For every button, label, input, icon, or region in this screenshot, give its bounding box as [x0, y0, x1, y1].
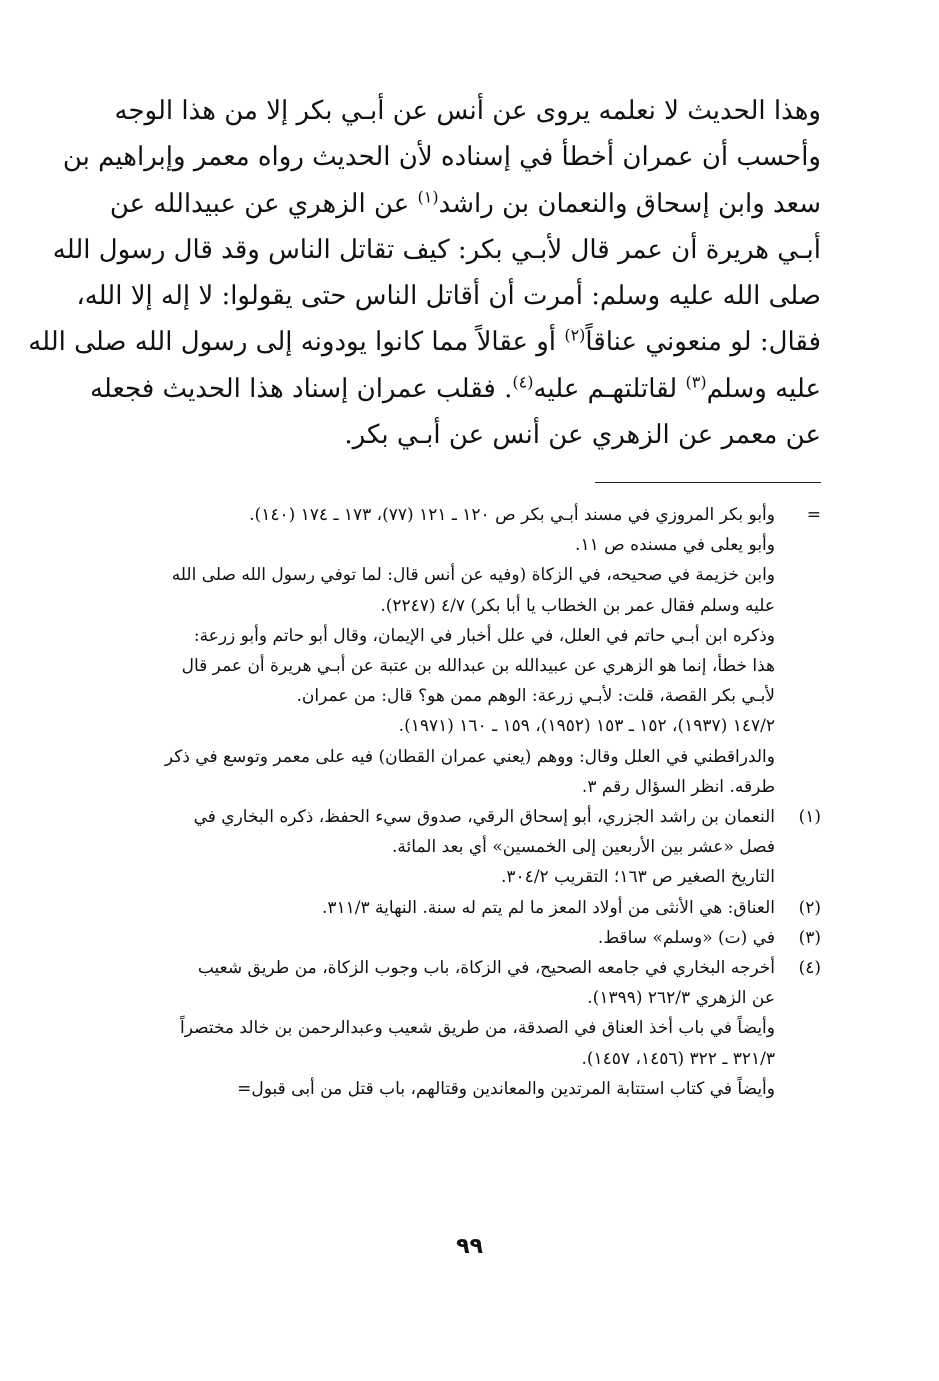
main-text	[28, 88, 821, 458]
footnote-marker: (٣)	[685, 372, 707, 392]
text-fragment: أو عقالاً مما كانوا يودونه إلى رسول الله صلى الله	[28, 327, 565, 358]
footnote-line: النعمان بن راشد الجزري، أبو إسحاق الرقي، صدوق سيء الحفظ، ذكره البخاري في	[193, 807, 775, 828]
footnote-line: فصل «عشر بين الأربعين إلى الخمسين» أي بعد المائة.	[392, 837, 775, 858]
footnote-line: في (ت) «وسلم» ساقط.	[597, 927, 775, 948]
footnote-line: لأبـي بكر القصة، قلت: لأبـي زرعة: الوهم ممن هو؟ قال: من عمران.	[296, 686, 775, 707]
footnote-line: ١٤٧/٢ (١٩٣٧)، ١٥٢ ـ ١٥٣ (١٩٥٢)، ١٥٩ ـ ١٦٠ (١٩٧١).	[398, 716, 775, 737]
footnote-line: طرقه. انظر السؤال رقم ٣.	[581, 776, 775, 797]
footnote-line: ٣٢١/٣ ـ ٣٢٢ (١٤٥٦، ١٤٥٧).	[581, 1048, 775, 1069]
page-number: ٩٩	[456, 1234, 483, 1259]
footnote-4	[117, 953, 821, 1104]
footnote-line: هذا خطأ، إنما هو الزهري عن عبيدالله بن عبدالله بن عتبة عن أبـي هريرة أن عمر قال	[181, 656, 775, 677]
text-fragment: فقال: لو منعوني عناقاً	[585, 327, 821, 358]
footnote-line: التاريخ الصغير ص ١٦٣؛ التقريب ٣٠٤/٢.	[501, 867, 775, 888]
footnote-separator	[595, 482, 821, 483]
main-text-line: عن معمر عن الزهري عن أنس عن أبـي بكر.	[344, 420, 821, 451]
footnote-line: وأبو يعلى في مسنده ص ١١.	[575, 535, 775, 556]
main-text-line: وأحسب أن عمران أخطأ في إسناده لأن الحديث رواه معمر وإبراهيم بن	[62, 142, 821, 173]
footnote-1	[117, 802, 821, 893]
footnote-2	[117, 893, 821, 923]
footnote-number: (٤)	[798, 958, 821, 979]
footnote-marker: (٤)	[512, 372, 534, 392]
continuation-marker: =	[806, 505, 821, 525]
main-text-line: صلى الله عليه وسلم: أمرت أن أقاتل الناس حتى يقولوا: لا إله إلا الله،	[76, 281, 821, 312]
footnote-line: وابن خزيمة في صحيحه، في الزكاة (وفيه عن أنس قال: لما توفي رسول الله صلى الله	[171, 565, 775, 586]
footnote-marker: (٢)	[564, 325, 586, 345]
text-fragment: لقاتلتهـم عليه	[533, 373, 686, 404]
text-fragment: . فقلب عمران إسناد هذا الحديث فجعله	[89, 373, 513, 404]
footnote-line: أخرجه البخاري في جامعه الصحيح، في الزكاة، باب وجوب الزكاة، من طريق شعيب	[197, 958, 775, 979]
footnote-line: والدراقطني في العلل وقال: ووهم (يعني عمران القطان) فيه على معمر وتوسع في ذكر	[164, 746, 775, 767]
footnote-3	[117, 923, 821, 953]
text-fragment: سعد وابن إسحاق والنعمان بن راشد	[438, 188, 821, 219]
main-text-line	[109, 181, 821, 227]
main-text-line	[28, 319, 821, 365]
footnote-number: (٢)	[798, 897, 821, 918]
footnote-line: وأبو بكر المروزي في مسند أبـي بكر ص ١٢٠ ـ ١٢١ (٧٧)، ١٧٣ ـ ١٧٤ (١٤٠).	[249, 505, 775, 525]
footnotes	[117, 500, 821, 1104]
footnote-number: (١)	[798, 807, 821, 828]
main-text-line	[89, 366, 821, 412]
main-text-line: أبـي هريرة أن عمر قال لأبـي بكر: كيف تقاتل الناس وقد قال رسول الله	[52, 234, 821, 265]
footnote-line: وذكره ابن أبـي حاتم في العلل، في علل أخبار في الإيمان، وقال أبو حاتم وأبو زرعة:	[193, 625, 775, 646]
footnote-line: عليه وسلم فقال عمر بن الخطاب يا أبا بكر) ٤/٧ (٢٢٤٧).	[380, 595, 775, 616]
footnote-line: وأيضاً في كتاب استتابة المرتدين والمعاندين وقتالهم، باب قتل من أبى قبول=	[237, 1078, 775, 1099]
footnote-number: (٣)	[798, 927, 821, 948]
footnote-line: العناق: هي الأنثى من أولاد المعز ما لم يتم له سنة. النهاية ٣١١/٣.	[321, 897, 775, 918]
footnote-marker: (١)	[417, 186, 439, 206]
footnote-line: عن الزهري ٢٦٢/٣ (١٣٩٩).	[587, 988, 775, 1009]
text-fragment: عليه وسلم	[706, 373, 821, 404]
main-text-line: وهذا الحديث لا نعلمه يروى عن أنس عن أبـي بكر إلا من هذا الوجه	[114, 96, 821, 126]
footnote-line: وأيضاً في باب أخذ العناق في الصدقة، من طريق شعيب وعبدالرحمن بن خالد مختصراً	[179, 1018, 775, 1039]
footnote-continuation	[117, 500, 821, 802]
text-fragment: عن الزهري عن عبيدالله عن	[109, 188, 418, 219]
